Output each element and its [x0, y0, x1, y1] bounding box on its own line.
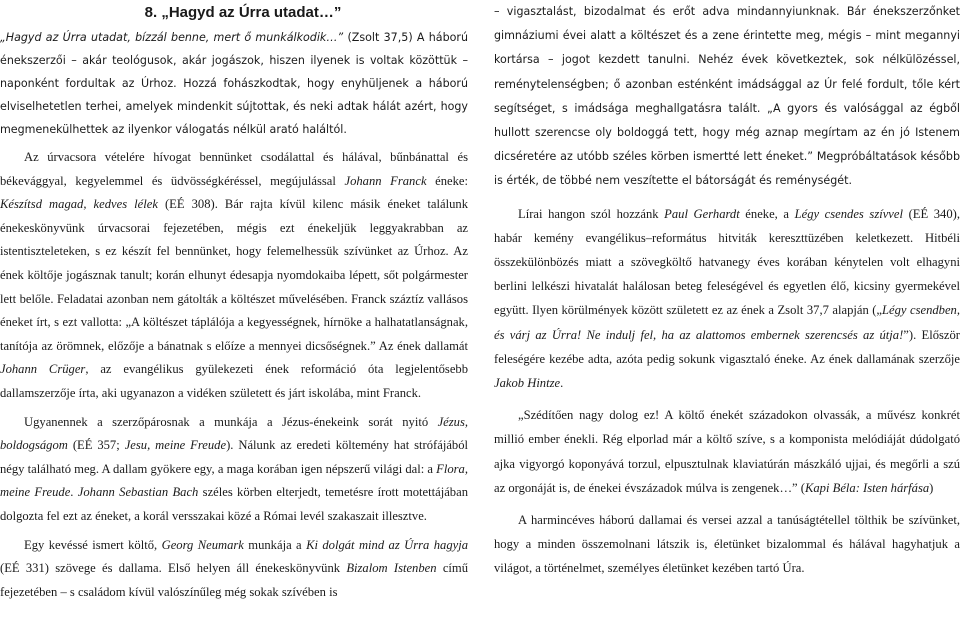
left-paragraph-3 — [0, 411, 468, 529]
italic-text: Georg Neumark — [161, 537, 244, 552]
italic-text: Ki dolgát mind az Úrra hagyja — [306, 537, 469, 552]
left-paragraph-2 — [0, 146, 468, 406]
italic-text: Flora, meine Freude — [0, 461, 468, 500]
italic-text: Jesu, meine Freude — [124, 438, 227, 453]
text-run: (EÉ 357; — [67, 438, 125, 453]
italic-text: Jézus, boldogságom — [0, 414, 468, 453]
text-run: , az evangélikus gyülekezeti ének reformáció óta legjelentősebb dallamszerzője írta, aki ugyanazon a vidéken született és járt iskolába, mint Franck. — [0, 362, 469, 400]
italic-text: Johann Franck — [344, 173, 427, 188]
text-run: . — [560, 376, 564, 391]
left-body — [0, 26, 468, 604]
text-run: című fejezetében – s családom kívül valószínűleg még sokak szívében is — [0, 561, 468, 599]
right-paragraph-4 — [494, 508, 960, 581]
left-paragraph-1 — [0, 26, 468, 141]
italic-text: Légy csendben, és várj az Úrra! Ne indulj fel, ha az alattomos embernek szerencsés az útja! — [494, 303, 960, 342]
right-paragraph-3 — [494, 403, 960, 500]
section-title: 8. „Hagyd az Úrra utadat…” — [144, 4, 342, 21]
italic-text: Johann Sebastian Bach — [77, 485, 199, 500]
text-run: Az úrvacsora vételére hívogat bennünket csodálattal és hálával, bűnbánattal és békevággyal, kegyelemmel és üdvösségkéréssel, megújulással — [0, 150, 468, 188]
right-column — [494, 0, 960, 581]
right-paragraph-2 — [494, 202, 960, 396]
text-run: Egy kevéssé ismert költő, — [24, 537, 162, 552]
text-run: „Szédítően nagy dolog ez! A költő énekét századokon olvassák, a művész konkrét millió ember énekli. Rég elporlad már a költő szíve, s a komponista melódiáját dúdolgató ajka vigyorgó koponyává torzul, elpusztulnak klaviatúrán mászkáló ujjai, és megőrli a szú az orgonáját is, de énekei évszázadok múlva is zengenek…” ( — [494, 408, 960, 495]
italic-text: Paul Gerhardt — [664, 206, 740, 221]
text-run: munkája a — [243, 537, 307, 552]
left-paragraph-4 — [0, 534, 468, 605]
text-run: ) — [929, 480, 934, 495]
text-run: (Zsolt 37,5) A háború énekszerzői – akár teológusok, akár jogászok, hiszen ilyenek is voltak közöttük – naponként fordultak az Úrhoz. Hozzá fohászkodtak, hogy enyhüljenek a háború elviselhetetlen terhei, amelyek mindenkit sújtottak, és neki adtak hálát azért, hogy megmenekülhettek az ilyenkor válogatás nélkül arató haláltól. — [0, 31, 468, 136]
text-run: Ugyanennek a szerzőpárosnak a munkája a Jézus-énekeink sorát nyitó — [24, 414, 438, 429]
right-body — [494, 0, 960, 581]
text-run: széles körben elterjedt, temetésre írott motettájában dolgozta fel ezt az éneket, a korál versszakai közé a Római levél szakaszait illesztve. — [0, 485, 468, 523]
text-run: A harmincéves háború dallamai és versei azzal a tanúságtétellel tölthik be szívünket, hogy a minden összemolnani látszik is, életünket bizalommal és hálával hagyhatjuk a világot, a történelmet, személyes életünket kezében tartó Úra. — [494, 513, 960, 576]
text-run: (EÉ 331) szövege és dallama. Első helyen áll énekeskönyvünk — [0, 561, 347, 576]
italic-text: Kapi Béla: Isten hárfása — [804, 480, 930, 495]
italic-text: Jakob Hintze — [494, 376, 561, 391]
text-run: – vigasztalást, bizodalmat és erőt adva mindannyiunknak. Bár énekszerzőnket gimnáziumi évei alatt a költészet és a zene érintette meg, mégis – mint megannyi kortársa – jogot kezdett tanulni. Nehéz évek következtek, sok nélkülözéssel, reménytelenségben; ő azonban esténként imádsággal az Úr felé fordult, tőle kért segítséget, s imádsága meghallgatásra talált. „A gyors és valósággal az égből hullott szerencse oly boldoggá tett, hogy még aznap megírtam az én jó Istenem dicséretére az utóbb széles körben ismertté lett éneket.” Megpróbáltatások később is érték, de többé nem veszítette el bátorságát és reménységét. — [494, 5, 960, 188]
text-run: . — [70, 485, 78, 500]
text-run: ). Nálunk az eredeti költemény hat strófájából négy található meg. A dallam gyökere egy, a maga korában igen népszerű világi dal: a — [0, 438, 468, 476]
text-run: éneke: — [426, 173, 468, 188]
right-paragraph-1 — [494, 0, 960, 194]
italic-text: Bizalom Istenben — [346, 561, 437, 576]
text-run: Lírai hangon szól hozzánk — [518, 206, 665, 221]
text-run: ”). Először feleségére kezébe adta, azóta pedig sokunk vigasztaló éneke. Az ének dallamának szerzője — [494, 327, 960, 366]
italic-text: Johann Crüger — [0, 362, 86, 377]
italic-text: „Hagyd az Úrra utadat, bízzál benne, mert ő munkálkodik…” — [0, 31, 348, 44]
italic-text: Készítsd magad, kedves lélek — [0, 197, 158, 212]
italic-text: Légy csendes szívvel — [794, 206, 903, 221]
text-run: (EÉ 308). Bár rajta kívül kilenc másik éneket találunk énekeskönyvünk úrvacsorai fejezetében, mégis ezt énekeljük leggyakrabban az istentiszteleteken, s ez készít fel bennünket, hogy felemelhessük szívünket az Úrhoz. Az ének költője jogásznak tanult; korán elhunyt édesapja nyomdokaiba lépett, sőt polgármester lett belőle. Feladatai azonban nem gátolták a költészet művelésében. Franck száztíz vallásos éneket írt, s ezt vallotta: „A költészet táplálója a kegyességnek, hírnöke a halhatatlanságnak, tanítója az örömnek, előzője a bánatnak s előíze a mennyei dicsőségnek.” Az ének dallamát — [0, 197, 468, 353]
text-run: (EÉ 340), habár kemény evangélikus–református hitviták kereszttüzében keletkezett. Hitbéli összekülönbözés miatt a szövegköltő hatvanegy éves korában kénytelen volt elhagyni berlini lelkészi hivatalát halálosan beteg feleségével és egyetlen élő, kicsiny gyermekével együtt. Ilyen körülmények között született ez az ének a Zsolt 37,7 alapján („ — [494, 206, 960, 318]
left-column — [0, 0, 468, 604]
text-run: éneke, a — [739, 206, 795, 221]
